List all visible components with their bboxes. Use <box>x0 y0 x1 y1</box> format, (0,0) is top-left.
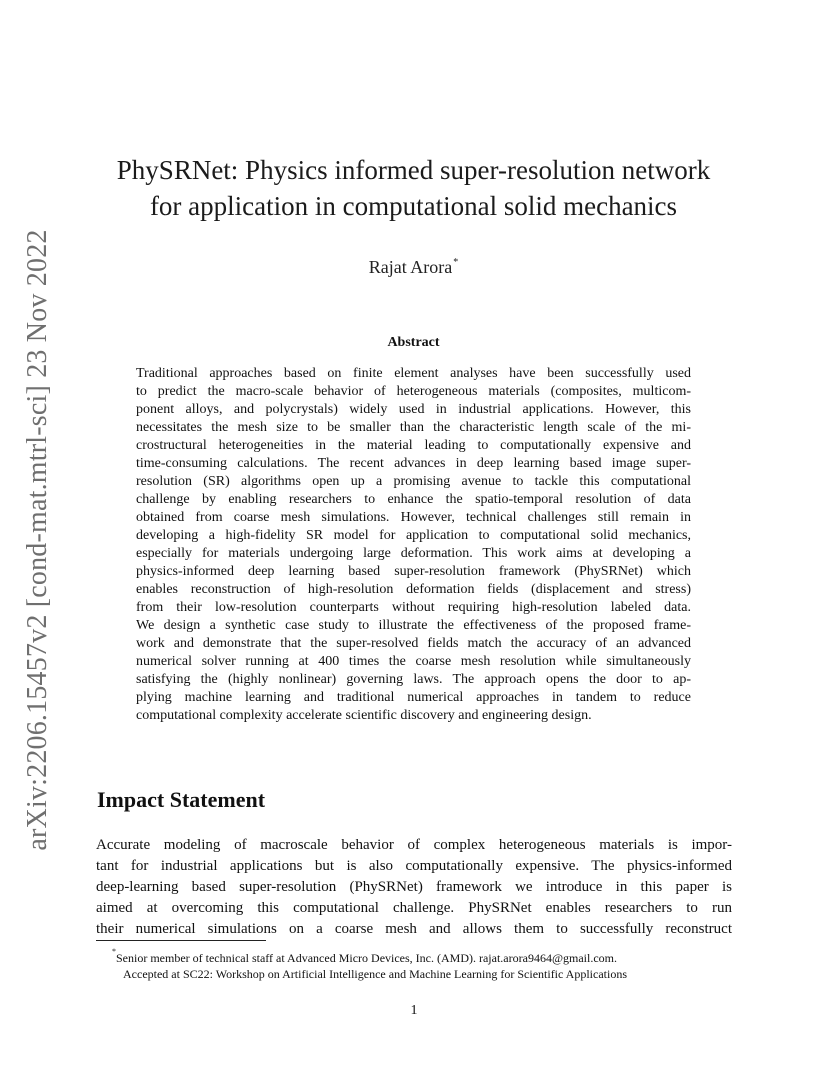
author-name-text: Rajat Arora <box>368 257 453 277</box>
abstract-line: to predict the macro-scale behavior of heterogeneous materials (composites, multicom- <box>136 384 691 399</box>
abstract-line: challenge by enabling researchers to enhance the spatio-temporal resolution of data <box>136 492 691 507</box>
impact-line: their numerical simulations on a coarse mesh and allows them to successfully reconstruct <box>96 921 732 937</box>
abstract-line: satisfying the (highly nonlinear) governing laws. The approach opens the door to ap- <box>136 672 691 687</box>
paper-title-line-2: for application in computational solid mechanics <box>149 191 678 221</box>
abstract-line: obtained from coarse mesh simulations. However, technical challenges still remain in <box>136 510 691 525</box>
abstract-line: crostructural heterogeneities in the material leading to computationally expensive and <box>136 438 691 453</box>
abstract-line-last: computational complexity accelerate scientific discovery and engineering design. <box>136 708 592 723</box>
abstract-line: developing a high-fidelity SR model for application to computational solid mechanics, <box>136 528 691 543</box>
footnote-line-1 <box>112 947 734 966</box>
abstract-line: time-consuming calculations. The recent advances in deep learning based image super- <box>136 456 691 471</box>
abstract-line: ponent alloys, and polycrystals) widely used in industrial applications. However, this <box>136 402 691 417</box>
footnote-text-line-2: Accepted at SC22: Workshop on Artificial Intelligence and Machine Learning for Scientific Applications <box>123 967 628 981</box>
abstract-line: Traditional approaches based on finite element analyses have been successfully used <box>136 366 691 381</box>
impact-statement-heading: Impact Statement <box>97 787 266 812</box>
impact-line: tant for industrial applications but is also computationally expensive. The physics-informed <box>96 858 732 874</box>
abstract-line: enables reconstruction of high-resolution deformation fields (displacement and stress) <box>136 582 691 597</box>
title-block <box>95 152 732 279</box>
abstract-heading: Abstract <box>387 335 440 350</box>
arxiv-identifier: arXiv:2206.15457v2 [cond-mat.mtrl-sci] 23 Nov 2022 <box>22 229 53 851</box>
abstract-body <box>136 365 691 725</box>
impact-statement-body <box>96 835 732 940</box>
abstract-line: from their low-resolution counterparts without requiring high-resolution labeled data. <box>136 600 691 615</box>
impact-line: Accurate modeling of macroscale behavior of complex heterogeneous materials is impor- <box>96 837 732 853</box>
impact-line: aimed at overcoming this computational challenge. PhySRNet enables researchers to run <box>96 900 732 916</box>
abstract-line: necessitates the mesh size to be smaller than the characteristic length scale of the mi- <box>136 420 691 435</box>
abstract-line: plying machine learning and traditional numerical approaches in tandem to reduce <box>136 690 691 705</box>
author-name <box>95 255 732 279</box>
abstract-line: We design a synthetic case study to illustrate the effectiveness of the proposed frame- <box>136 618 691 633</box>
abstract-line: especially for materials undergoing large deformation. This work aims at developing a <box>136 546 691 561</box>
footnote <box>112 947 734 982</box>
abstract-line: physics-informed deep learning based super-resolution framework (PhySRNet) which <box>136 564 691 579</box>
paper-title-line-1: PhySRNet: Physics informed super-resolution network <box>116 155 711 185</box>
abstract-line: numerical solver running at 400 times the coarse mesh resolution while simultaneously <box>136 654 691 669</box>
impact-line: deep-learning based super-resolution (PhySRNet) framework we introduce in this paper is <box>96 879 732 895</box>
footnote-divider <box>96 940 266 941</box>
footnote-marker: * <box>112 947 116 956</box>
abstract-line: resolution (SR) algorithms open up a promising avenue to tackle this computational <box>136 474 691 489</box>
page-number: 1 <box>410 1003 418 1018</box>
abstract-line: work and demonstrate that the super-resolved fields match the accuracy of an advanced <box>136 636 691 651</box>
author-footnote-marker: * <box>453 257 459 268</box>
footnote-text-line-1: Senior member of technical staff at Advanced Micro Devices, Inc. (AMD). rajat.arora9464@gmail.com. <box>116 951 617 965</box>
arxiv-side-stamp <box>8 229 68 851</box>
